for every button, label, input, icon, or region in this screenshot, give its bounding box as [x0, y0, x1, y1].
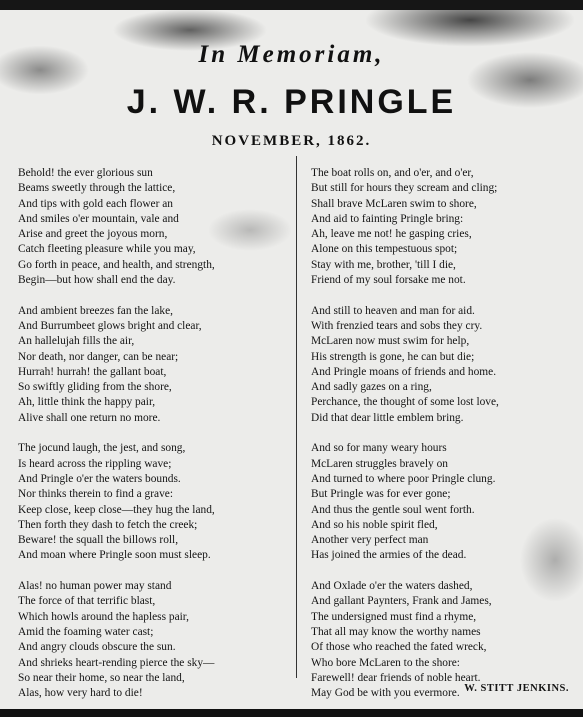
poem-line: So swiftly gliding from the shore, — [18, 381, 172, 394]
poem-line: Who bore McLaren to the shore: — [311, 656, 460, 669]
stanza — [18, 166, 290, 288]
poem-line: The jocund laugh, the jest, and song, — [18, 442, 186, 455]
stanza — [18, 441, 290, 563]
poem-line: Alas, how very hard to die! — [18, 687, 143, 700]
poem-line: And Oxlade o'er the waters dashed, — [311, 580, 473, 593]
stanza — [311, 441, 583, 563]
poem-line: Alive shall one return no more. — [18, 411, 161, 424]
poem-line: And Pringle moans of friends and home. — [311, 365, 497, 378]
poem-line: The undersigned must find a rhyme, — [311, 610, 477, 623]
poem-line: Ah, little think the happy pair, — [18, 396, 156, 409]
poem-line: Alas! no human power may stand — [18, 580, 172, 593]
poem-line: Which howls around the hapless pair, — [18, 610, 189, 623]
poem-line: And thus the gentle soul went forth. — [311, 503, 475, 516]
poem-line: Of those who reached the fated wreck, — [311, 641, 487, 654]
column-divider — [296, 156, 297, 678]
poem-line: And sadly gazes on a ring, — [311, 381, 432, 394]
poem-line: McLaren struggles bravely on — [311, 457, 448, 470]
poem-line: Hurrah! hurrah! the gallant boat, — [18, 365, 167, 378]
poem-line: Perchance, the thought of some lost love, — [311, 396, 499, 409]
poem-line: Did that dear little emblem bring. — [311, 411, 464, 424]
stanza — [311, 166, 583, 288]
poem-line: Ah, leave me not! he gasping cries, — [311, 228, 472, 241]
poem-line: Has joined the armies of the dead. — [311, 549, 467, 562]
poem-line: But Pringle was for ever gone; — [311, 488, 451, 501]
poem-line: Stay with me, brother, 'till I die, — [311, 258, 456, 271]
poem-line: And so his noble spirit fled, — [311, 518, 438, 531]
poem-line: Alone on this tempestuous spot; — [311, 243, 458, 256]
poem-line: Arise and greet the joyous morn, — [18, 228, 168, 241]
poem-line: And ambient breezes fan the lake, — [18, 304, 173, 317]
poem-line: Beware! the squall the billows roll, — [18, 534, 179, 547]
poem-line: McLaren now must swim for help, — [311, 335, 470, 348]
poem-line: And gallant Paynters, Frank and James, — [311, 595, 492, 608]
poem-left-column — [18, 166, 290, 717]
poem-line: Catch fleeting pleasure while you may, — [18, 243, 196, 256]
poem-line: Amid the foaming water cast; — [18, 625, 154, 638]
date-line: NOVEMBER, 1862. — [211, 133, 372, 149]
poem-line: Keep close, keep close—they hug the land, — [18, 503, 215, 516]
poem-line: And still to heaven and man for aid. — [311, 304, 475, 317]
stanza — [18, 579, 290, 701]
stanza — [18, 304, 290, 426]
poem-line: Nor thinks therein to find a grave: — [18, 488, 173, 501]
poem-line: With frenzied tears and sobs they cry. — [311, 319, 483, 332]
stanza — [311, 304, 583, 426]
poem-line: And moan where Pringle soon must sleep. — [18, 549, 211, 562]
poem-line: An hallelujah fills the air, — [18, 335, 135, 348]
poem-line: Friend of my soul forsake me not. — [311, 274, 466, 287]
poem-line: And turned to where poor Pringle clung. — [311, 472, 496, 485]
poem-line: And Burrumbeet glows bright and clear, — [18, 319, 202, 332]
scan-edge — [0, 0, 583, 10]
poem-right-column — [311, 166, 583, 717]
poem-line: The force of that terrific blast, — [18, 595, 156, 608]
poem-line: May God be with you evermore. — [311, 687, 460, 700]
poem-line: So near their home, so near the land, — [18, 671, 185, 684]
poem-line: But still for hours they scream and cling; — [311, 182, 498, 195]
poem-line: And smiles o'er mountain, vale and — [18, 212, 179, 225]
poem-line: Then forth they dash to fetch the creek; — [18, 518, 198, 531]
poem-line: The boat rolls on, and o'er, and o'er, — [311, 167, 474, 179]
poem-line: Beams sweetly through the lattice, — [18, 182, 176, 195]
poem-line: That all may know the worthy names — [311, 625, 481, 638]
poem-line: And Pringle o'er the waters bounds. — [18, 472, 181, 485]
poem-line: Farewell! dear friends of noble heart. — [311, 671, 481, 684]
poem-line: Shall brave McLaren swim to shore, — [311, 197, 477, 210]
in-memoriam-heading: In Memoriam, — [198, 41, 385, 68]
poem-line: Begin—but how shall end the day. — [18, 274, 176, 287]
poem-line: His strength is gone, he can but die; — [311, 350, 475, 363]
page-title: J. W. R. PRINGLE — [126, 83, 457, 121]
poem-line: And so for many weary hours — [311, 442, 447, 455]
poem-line: Another very perfect man — [311, 534, 429, 547]
poem-line: Nor death, nor danger, can be near; — [18, 350, 179, 363]
poem-line: Behold! the ever glorious sun — [18, 167, 153, 179]
poem-line: Go forth in peace, and health, and strength, — [18, 258, 215, 271]
poem-line: And tips with gold each flower an — [18, 197, 174, 210]
author-signature: W. STITT JENKINS. — [464, 683, 569, 694]
poem-line: And shrieks heart-rending pierce the sky— — [18, 656, 215, 669]
header — [0, 40, 583, 150]
poem-line: And angry clouds obscure the sun. — [18, 641, 176, 654]
poem-line: And aid to fainting Pringle bring: — [311, 212, 464, 225]
poem-line: Is heard across the rippling wave; — [18, 457, 172, 470]
